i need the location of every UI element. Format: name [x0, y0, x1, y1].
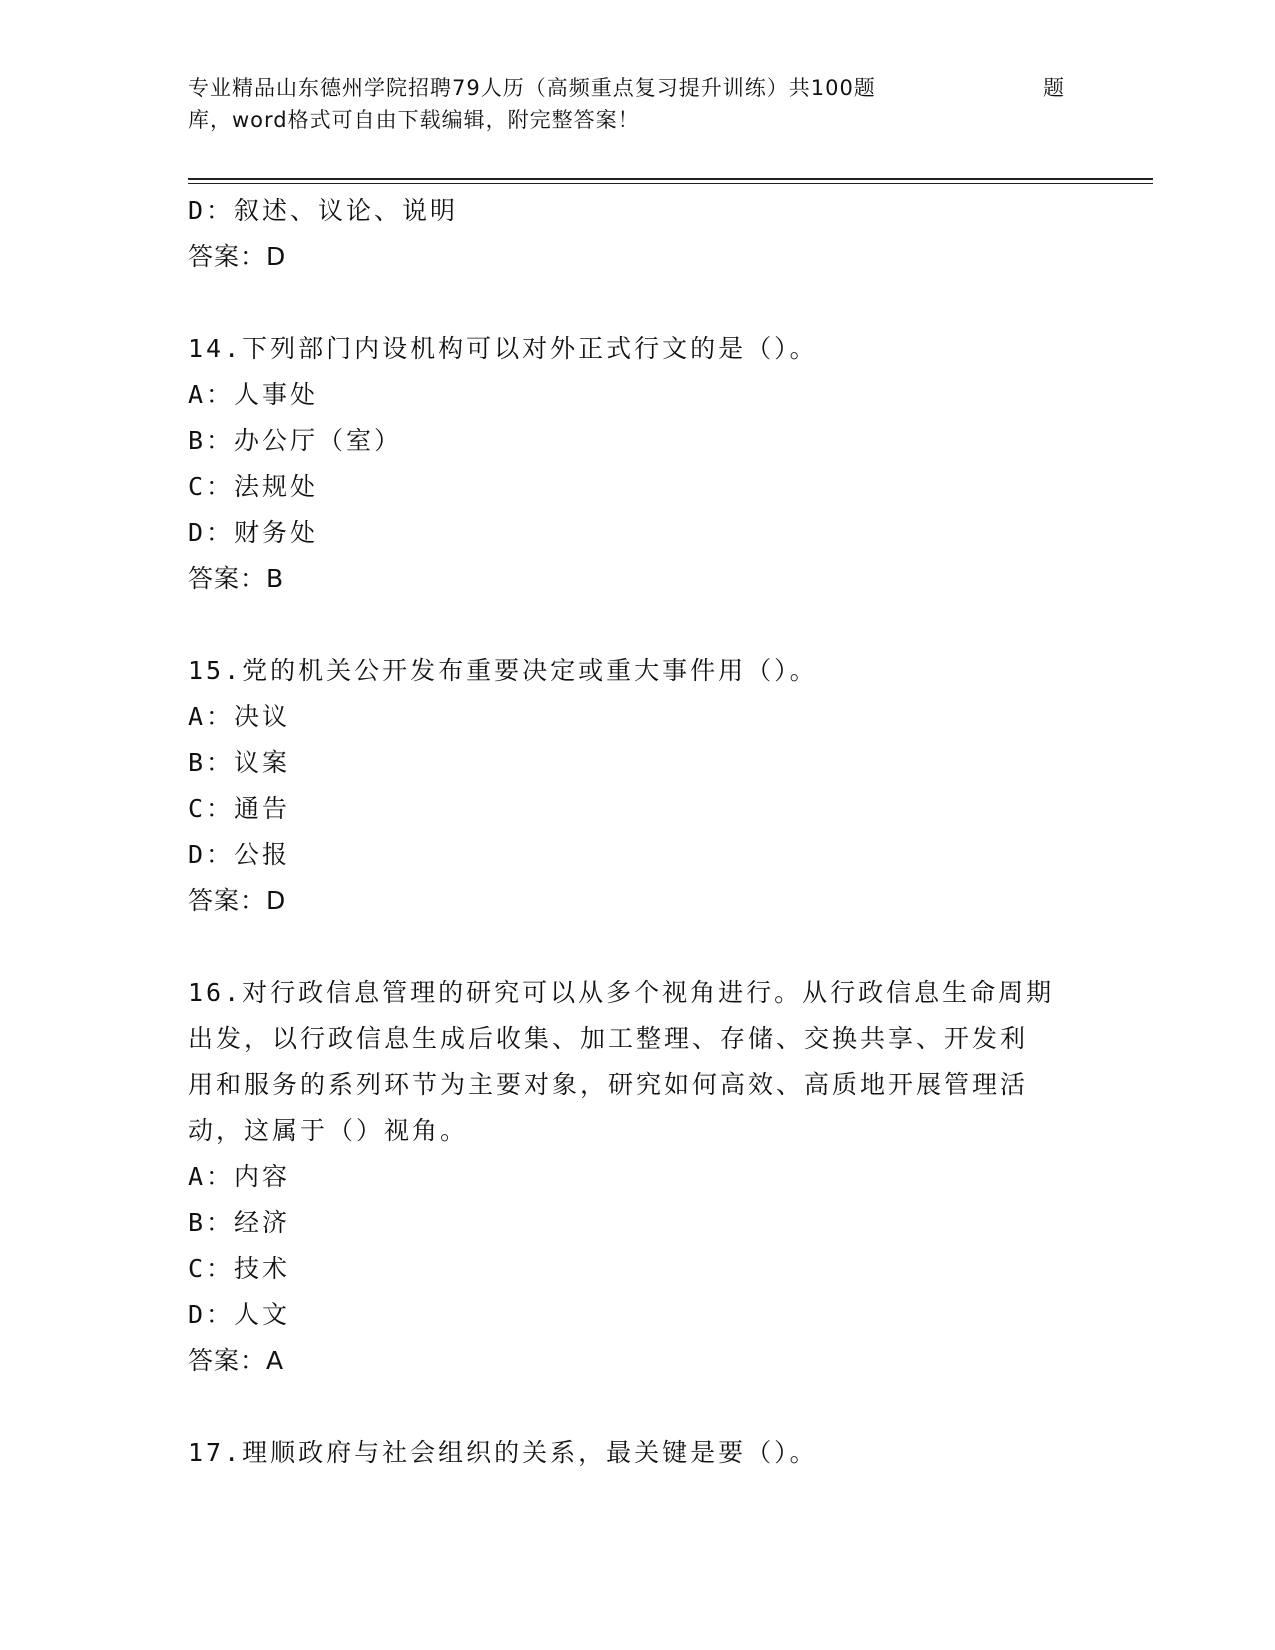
header-title-tail: 题 [1043, 76, 1065, 100]
option-c: C：法规处 [188, 472, 319, 501]
page-header [188, 72, 1068, 136]
question-16-line-2: 出发，以行政信息生成后收集、加工整理、存储、交换共享、开发利 [188, 1024, 1029, 1053]
option-a: A：人事处 [188, 380, 319, 409]
answer: 答案：A [188, 1346, 285, 1375]
question-16-line-1: 16.对行政信息管理的研究可以从多个视角进行。从行政信息生命周期 [188, 978, 1055, 1007]
option-a: A：决议 [188, 702, 291, 731]
spacer [188, 924, 1088, 970]
header-divider-thick [188, 178, 1153, 180]
option-c: C：技术 [188, 1254, 291, 1283]
option-d: D：人文 [188, 1300, 291, 1329]
option-c: C：通告 [188, 794, 291, 823]
header-line-2: 库，word格式可自由下载编辑，附完整答案！ [188, 108, 640, 132]
answer: 答案：D [188, 886, 287, 915]
answer: 答案：D [188, 242, 287, 271]
header-divider-thin [188, 183, 1153, 184]
spacer [188, 602, 1088, 648]
option-d: D：财务处 [188, 518, 319, 547]
option-a: A：内容 [188, 1162, 291, 1191]
question-16-line-4: 动，这属于（）视角。 [188, 1116, 469, 1145]
spacer [188, 1384, 1088, 1430]
option-d: D：叙述、议论、说明 [188, 196, 459, 225]
document-body [188, 188, 1088, 1476]
option-b: B：经济 [188, 1208, 291, 1237]
option-b: B：议案 [188, 748, 291, 777]
option-d: D：公报 [188, 840, 291, 869]
question-16-line-3: 用和服务的系列环节为主要对象，研究如何高效、高质地开展管理活 [188, 1070, 1029, 1099]
header-title: 专业精品山东德州学院招聘79人历（高频重点复习提升训练）共100题 [188, 76, 876, 100]
question-15: 15.党的机关公开发布重要决定或重大事件用（）。 [188, 656, 818, 685]
spacer [188, 280, 1088, 326]
answer: 答案：B [188, 564, 285, 593]
header-line-1 [188, 72, 1068, 104]
option-b: B：办公厅（室） [188, 426, 403, 455]
question-14: 14.下列部门内设机构可以对外正式行文的是（）。 [188, 334, 818, 363]
question-17: 17.理顺政府与社会组织的关系，最关键是要（）。 [188, 1438, 818, 1467]
